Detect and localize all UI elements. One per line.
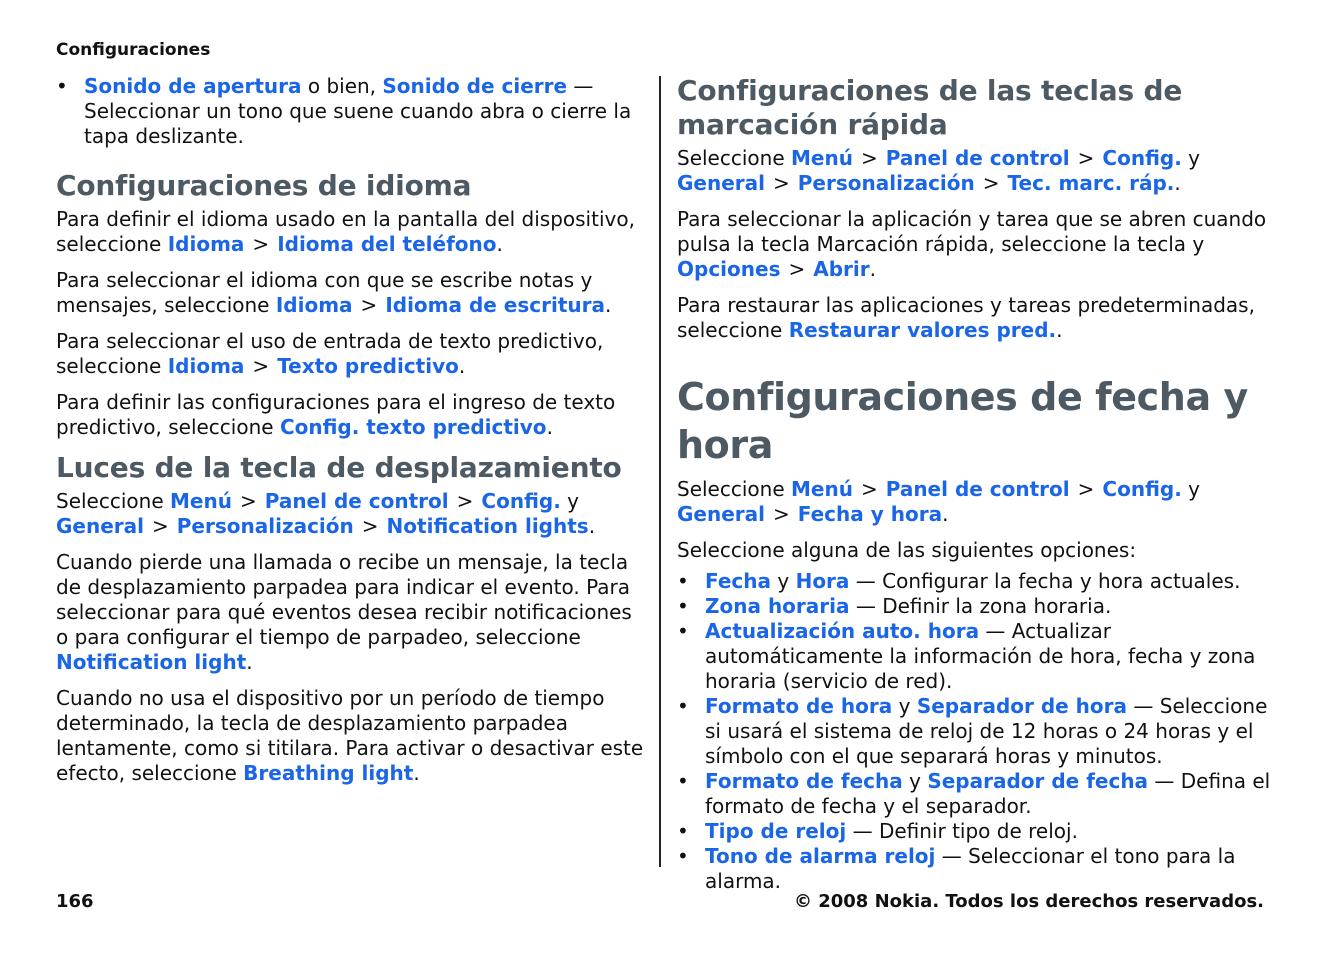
heading-fecha-hora: Configuraciones de fecha y hora	[677, 375, 1248, 467]
text: .	[246, 650, 253, 674]
link-general[interactable]: General	[677, 171, 765, 195]
options-list	[677, 569, 1277, 894]
link-config[interactable]: Config.	[481, 489, 561, 513]
path-separator: >	[860, 146, 878, 170]
column-divider	[659, 76, 661, 867]
text: y	[1181, 477, 1201, 501]
link-personalizacion[interactable]: Personalización	[176, 514, 354, 538]
text: .	[588, 514, 596, 538]
link-idioma[interactable]: Idioma	[167, 232, 245, 256]
path-separator: >	[860, 477, 878, 501]
link-notification-light[interactable]: Notification light	[56, 650, 247, 674]
path-separator: >	[361, 514, 379, 538]
paragraph	[56, 207, 646, 257]
list-item	[677, 769, 1277, 819]
link-zona-horaria[interactable]: Zona horaria	[705, 594, 850, 618]
link-config[interactable]: Config.	[1102, 146, 1182, 170]
link-panel-de-control[interactable]: Panel de control	[264, 489, 449, 513]
list-item	[677, 844, 1277, 894]
paragraph	[677, 207, 1277, 282]
link-tec-marc-rap[interactable]: Tec. marc. ráp.	[1007, 171, 1175, 195]
link-separador-de-fecha[interactable]: Separador de fecha	[927, 769, 1149, 793]
paragraph	[56, 329, 646, 379]
paragraph	[677, 477, 1277, 527]
path-separator: >	[252, 232, 270, 256]
link-tipo-de-reloj[interactable]: Tipo de reloj	[705, 819, 847, 843]
link-menu[interactable]: Menú	[790, 146, 853, 170]
running-header: Configuraciones	[56, 40, 211, 60]
text: .	[413, 761, 420, 785]
copyright-notice: © 2008 Nokia. Todos los derechos reservados.	[793, 891, 1264, 912]
text: o bien,	[301, 74, 383, 98]
text: .	[942, 502, 949, 526]
path-separator: >	[1077, 477, 1095, 501]
path-separator: >	[1077, 146, 1095, 170]
text: Cuando pierde una llamada o recibe un mensaje, la tecla de desplazamiento parpadea para indicar el evento. Para seleccionar para qué eventos desea recibir notificaciones o para configurar el tiempo de parpadeo, seleccione	[56, 550, 632, 649]
paragraph	[56, 686, 646, 786]
link-tono-de-alarma-reloj[interactable]: Tono de alarma reloj	[705, 844, 936, 868]
link-general[interactable]: General	[56, 514, 144, 538]
left-column	[56, 74, 646, 797]
text: Para seleccionar el idioma con que se escribe notas y mensajes, seleccione	[56, 268, 593, 317]
link-config-texto-predictivo[interactable]: Config. texto predictivo	[279, 415, 547, 439]
text: Para definir las configuraciones para el ingreso de texto predictivo, seleccione	[56, 390, 616, 439]
bullet-list	[56, 74, 646, 149]
heading-teclas-marcacion: Configuraciones de las teclas de marcación rápida	[677, 74, 1183, 141]
text: y	[892, 694, 917, 718]
paragraph	[677, 146, 1277, 196]
link-formato-de-hora[interactable]: Formato de hora	[705, 694, 893, 718]
paragraph	[56, 268, 646, 318]
link-idioma[interactable]: Idioma	[167, 354, 245, 378]
text: .	[605, 293, 612, 317]
text: .	[869, 257, 876, 281]
link-breathing-light[interactable]: Breathing light	[243, 761, 414, 785]
link-menu[interactable]: Menú	[790, 477, 853, 501]
text: Para restaurar las aplicaciones y tareas predeterminadas, seleccione	[677, 293, 1255, 342]
path-separator: >	[360, 293, 378, 317]
text: Seleccione	[677, 477, 791, 501]
path-separator: >	[239, 489, 257, 513]
link-sonido-apertura[interactable]: Sonido de apertura	[84, 74, 302, 98]
paragraph	[56, 550, 646, 675]
text: y	[560, 489, 580, 513]
paragraph	[677, 293, 1277, 343]
page-number: 166	[56, 891, 94, 912]
heading-luces: Luces de la tecla de desplazamiento	[56, 451, 622, 484]
text: .	[458, 354, 466, 378]
paragraph: Seleccione alguna de las siguientes opciones:	[677, 538, 1137, 562]
text: .	[546, 415, 553, 439]
link-idioma-telefono[interactable]: Idioma del teléfono	[277, 232, 497, 256]
link-menu[interactable]: Menú	[169, 489, 232, 513]
text: — Seleccionar un tono que suene cuando abra o cierre la tapa deslizante.	[84, 74, 632, 148]
text: .	[1174, 171, 1181, 195]
text: Seleccione	[56, 489, 170, 513]
text: — Seleccione si usará el sistema de reloj de 12 horas o 24 horas y el símbolo con el que separará horas y minutos.	[705, 694, 1268, 768]
path-separator: >	[773, 171, 790, 195]
path-separator: >	[982, 171, 1000, 195]
link-fecha-y-hora[interactable]: Fecha y hora	[797, 502, 943, 526]
text: — Configurar la fecha y hora actuales.	[849, 569, 1241, 593]
link-panel-de-control[interactable]: Panel de control	[885, 146, 1070, 170]
link-config[interactable]: Config.	[1102, 477, 1182, 501]
link-opciones[interactable]: Opciones	[677, 257, 781, 281]
link-formato-de-fecha[interactable]: Formato de fecha	[705, 769, 903, 793]
list-item	[677, 819, 1277, 844]
list-item	[677, 694, 1277, 769]
list-item	[677, 569, 1277, 594]
text: — Defina el formato de fecha y el separador.	[705, 769, 1271, 818]
link-sonido-cierre[interactable]: Sonido de cierre	[382, 74, 568, 98]
text: Para seleccionar la aplicación y tarea que se abren cuando pulsa la tecla Marcación rápida, seleccione la tecla y	[677, 207, 1267, 256]
list-item	[677, 619, 1277, 694]
text: — Definir tipo de reloj.	[846, 819, 1078, 843]
text: y	[1181, 146, 1201, 170]
paragraph	[56, 390, 646, 440]
link-hora[interactable]: Hora	[795, 569, 850, 593]
text: .	[1056, 318, 1063, 342]
text: .	[496, 232, 503, 256]
text: Cuando no usa el dispositivo por un período de tiempo determinado, la tecla de desplazamiento parpadea lentamente, como si titilara. Para activar o desactivar este efecto, seleccione	[56, 686, 644, 785]
list-item	[56, 74, 646, 149]
text: — Seleccionar el tono para la alarma.	[705, 844, 1236, 893]
text: Para seleccionar el uso de entrada de texto predictivo, seleccione	[56, 329, 604, 378]
link-general[interactable]: General	[677, 502, 765, 526]
link-notification-lights[interactable]: Notification lights	[386, 514, 589, 538]
path-separator: >	[773, 502, 790, 526]
link-restaurar-valores[interactable]: Restaurar valores pred.	[788, 318, 1057, 342]
link-idioma[interactable]: Idioma	[275, 293, 353, 317]
text: Seleccione	[677, 146, 791, 170]
text: — Actualizar automáticamente la información de hora, fecha y zona horaria (servicio de red).	[705, 619, 1256, 693]
link-abrir[interactable]: Abrir	[813, 257, 870, 281]
text: — Definir la zona horaria.	[849, 594, 1112, 618]
link-texto-predictivo[interactable]: Texto predictivo	[277, 354, 459, 378]
link-idioma-escritura[interactable]: Idioma de escritura	[385, 293, 606, 317]
link-actualizacion-auto-hora[interactable]: Actualización auto. hora	[705, 619, 980, 643]
link-personalizacion[interactable]: Personalización	[797, 171, 975, 195]
text: y	[771, 569, 796, 593]
link-fecha[interactable]: Fecha	[705, 569, 772, 593]
path-separator: >	[788, 257, 806, 281]
text: y	[902, 769, 928, 793]
path-separator: >	[152, 514, 169, 538]
paragraph	[56, 489, 646, 539]
heading-idioma: Configuraciones de idioma	[56, 169, 472, 202]
list-item	[677, 594, 1277, 619]
link-separador-de-hora[interactable]: Separador de hora	[916, 694, 1128, 718]
path-separator: >	[252, 354, 270, 378]
right-column	[677, 74, 1277, 905]
text: Para definir el idioma usado en la pantalla del dispositivo, seleccione	[56, 207, 635, 256]
path-separator: >	[456, 489, 474, 513]
link-panel-de-control[interactable]: Panel de control	[885, 477, 1070, 501]
